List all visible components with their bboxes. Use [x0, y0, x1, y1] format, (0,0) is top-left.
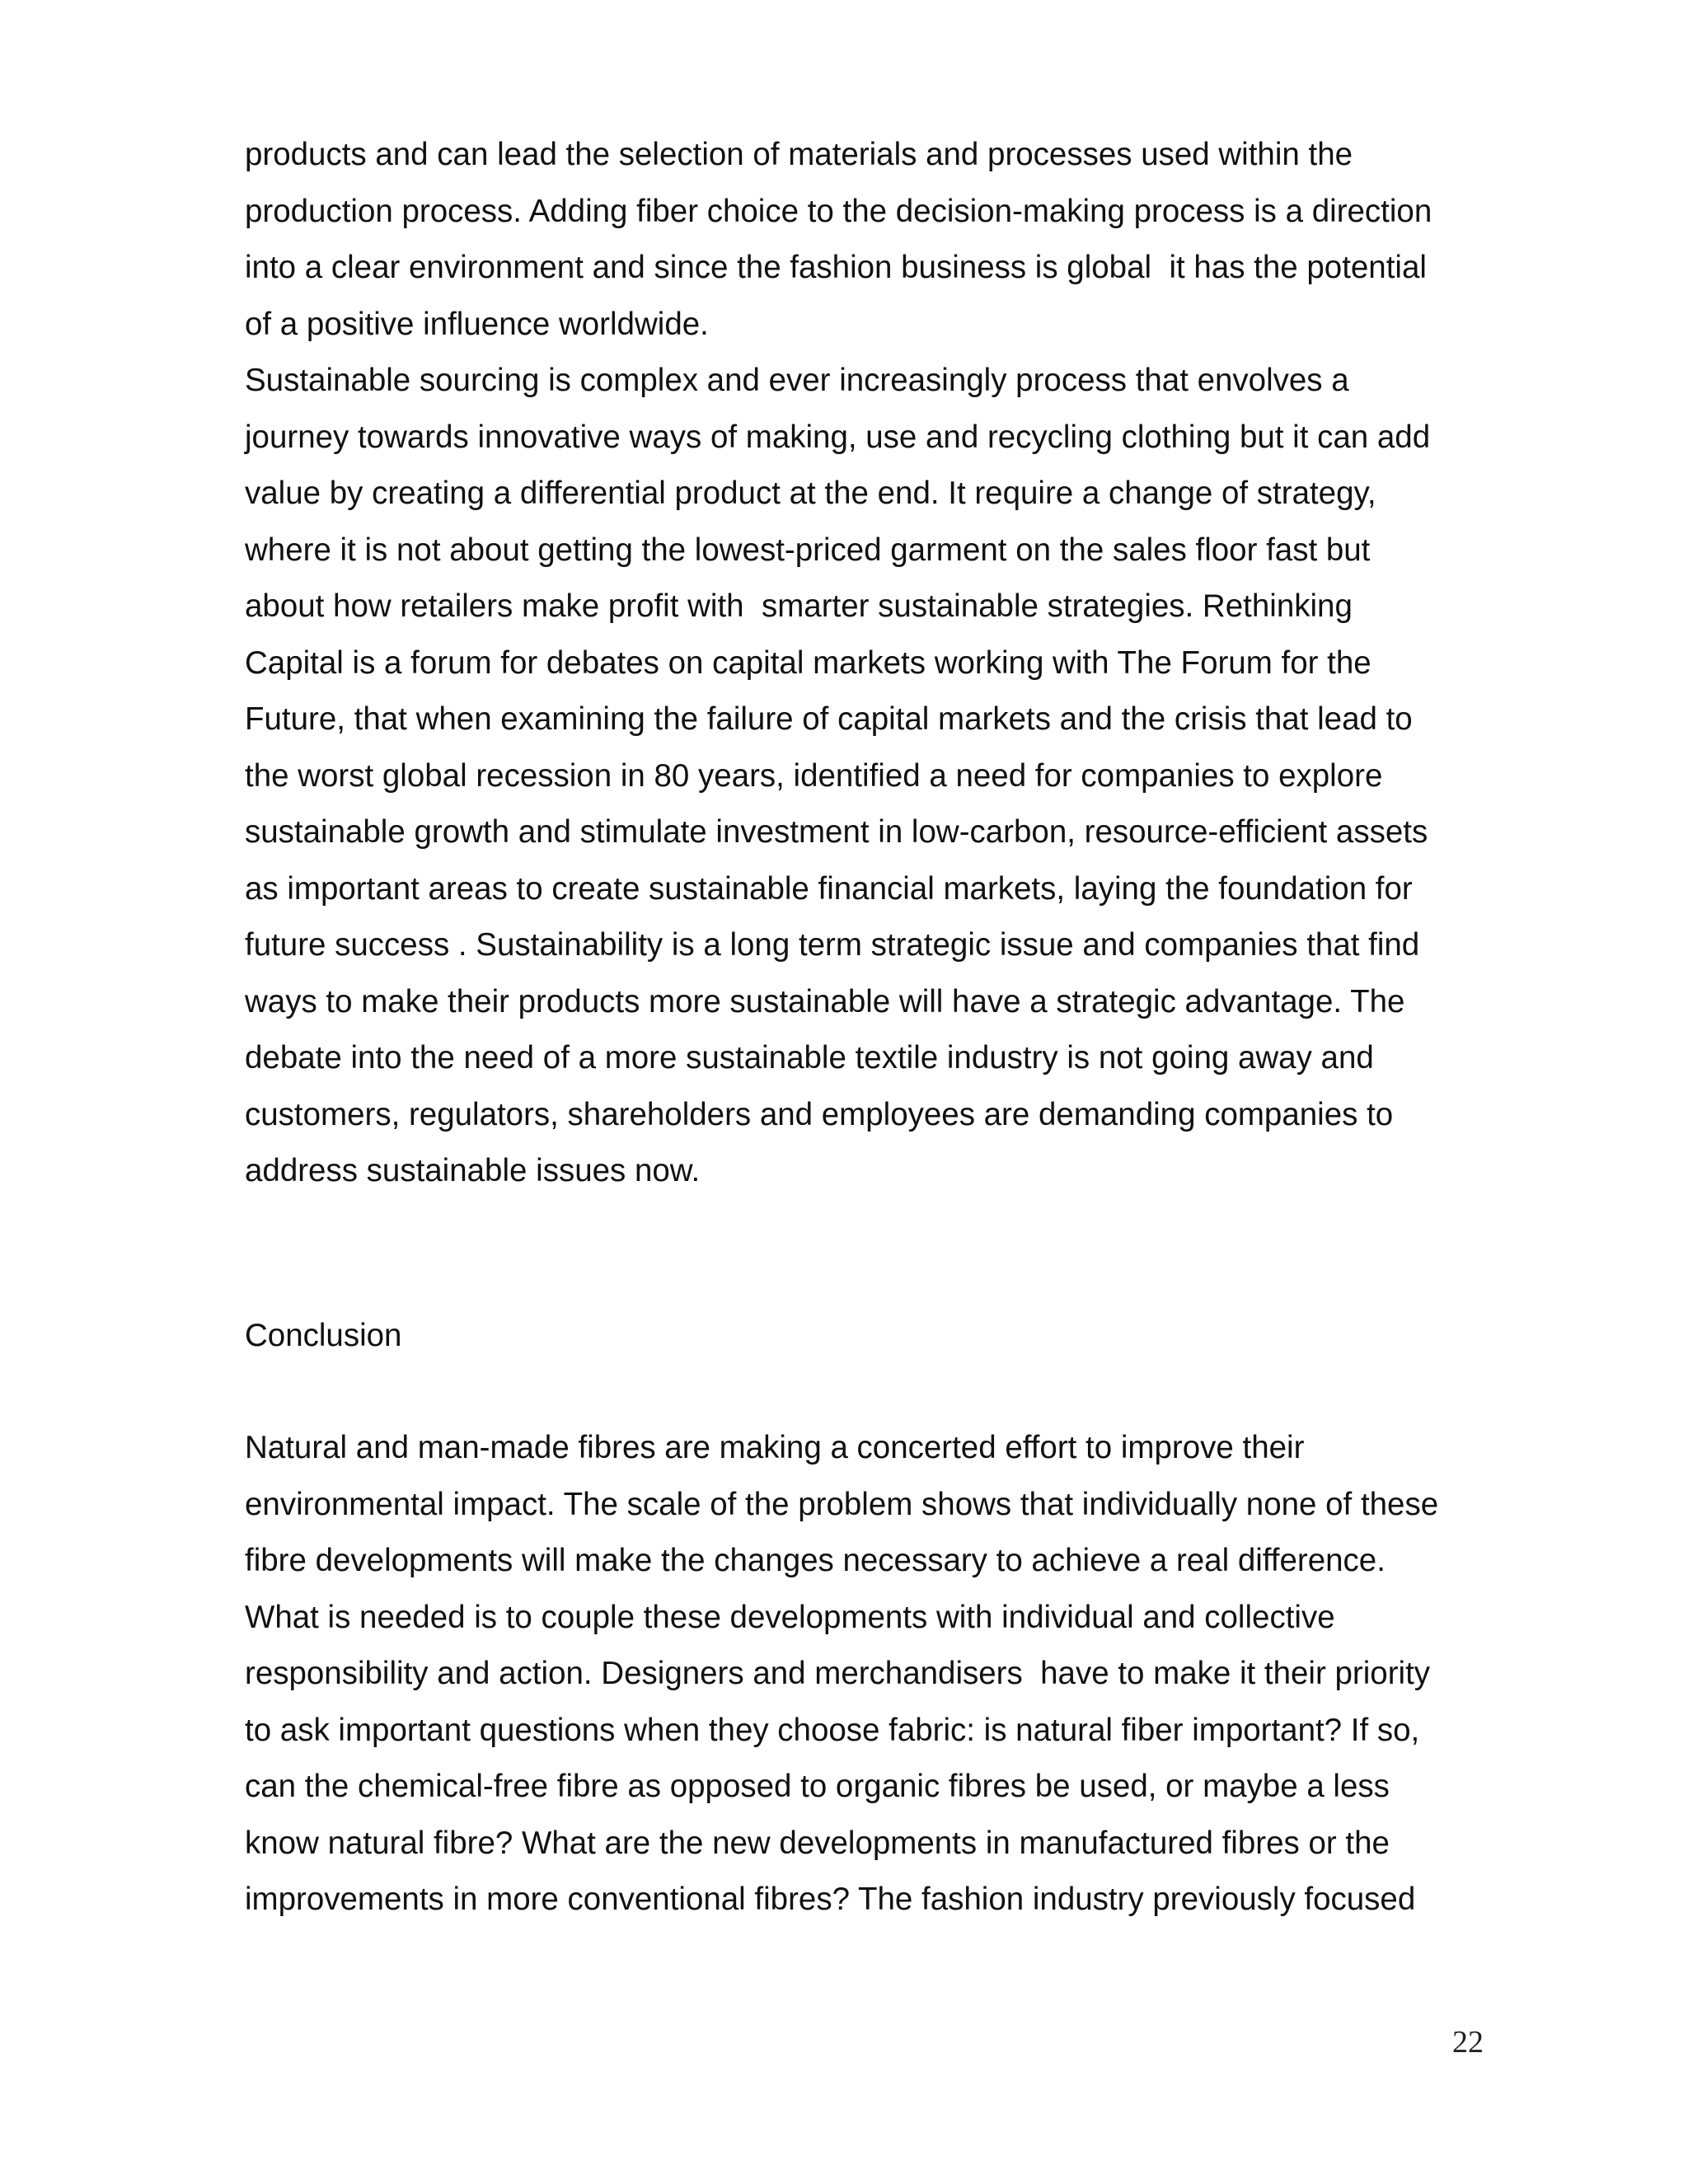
text-line: value by creating a differential product at the end. It require a change of strategy,	[245, 476, 1376, 511]
text-line: Capital is a forum for debates on capital markets working with The Forum for the	[245, 644, 1372, 681]
text-line: debate into the need of a more sustainable textile industry is not going away and	[245, 1040, 1374, 1076]
text-line: the worst global recession in 80 years, identified a need for companies to explore	[245, 757, 1383, 794]
body-text-upper	[245, 127, 1481, 1200]
text-line: environmental impact. The scale of the problem shows that individually none of these	[245, 1486, 1439, 1522]
text-line: responsibility and action. Designers and merchandisers have to make it their priority	[245, 1656, 1431, 1691]
section-heading: Conclusion	[245, 1318, 402, 1353]
section-heading-block	[245, 1308, 1481, 1365]
text-line: sustainable growth and stimulate investment in low-carbon, resource-efficient assets	[245, 814, 1428, 850]
text-line: customers, regulators, shareholders and employees are demanding companies to	[245, 1096, 1394, 1132]
text-line: fibre developments will make the changes necessary to achieve a real difference.	[245, 1543, 1386, 1578]
text-line: about how retailers make profit with smarter sustainable strategies. Rethinking	[245, 588, 1353, 624]
text-line: to ask important questions when they choose fabric: is natural fiber important? If so,	[245, 1712, 1420, 1748]
text-line: Natural and man-made fibres are making a concerted effort to improve their	[245, 1430, 1305, 1465]
text-line: improvements in more conventional fibres? The fashion industry previously focused	[245, 1882, 1416, 1917]
text-line: future success . Sustainability is a long term strategic issue and companies that find	[245, 927, 1420, 963]
page-number: 22	[1452, 2025, 1484, 2060]
text-line: into a clear environment and since the fashion business is global it has the potential	[245, 250, 1427, 285]
text-line: as important areas to create sustainable financial markets, laying the foundation for	[245, 870, 1413, 907]
text-line: of a positive influence worldwide.	[245, 306, 709, 342]
text-line: What is needed is to couple these developments with individual and collective	[245, 1599, 1335, 1635]
paragraph-sustainable-sourcing	[245, 353, 1481, 1200]
paragraph-fiber-choice	[245, 127, 1481, 353]
body-text-lower	[245, 1420, 1481, 1929]
text-line: know natural fibre? What are the new developments in manufactured fibres or the	[245, 1825, 1390, 1861]
text-line: where it is not about getting the lowest-priced garment on the sales floor fast but	[245, 532, 1371, 568]
text-line: Sustainable sourcing is complex and ever increasingly process that envolves a	[245, 363, 1349, 398]
text-line: products and can lead the selection of materials and processes used within the	[245, 137, 1353, 172]
paragraph-conclusion	[245, 1420, 1481, 1929]
text-line: journey towards innovative ways of making, use and recycling clothing but it can add	[245, 419, 1431, 455]
text-line: can the chemical-free fibre as opposed to organic fibres be used, or maybe a less	[245, 1769, 1390, 1804]
text-line: Future, that when examining the failure of capital markets and the crisis that lead to	[245, 701, 1413, 737]
text-line: production process. Adding fiber choice to the decision-making process is a direction	[245, 193, 1432, 229]
text-line: ways to make their products more sustainable will have a strategic advantage. The	[245, 983, 1405, 1019]
text-line: address sustainable issues now.	[245, 1153, 701, 1188]
